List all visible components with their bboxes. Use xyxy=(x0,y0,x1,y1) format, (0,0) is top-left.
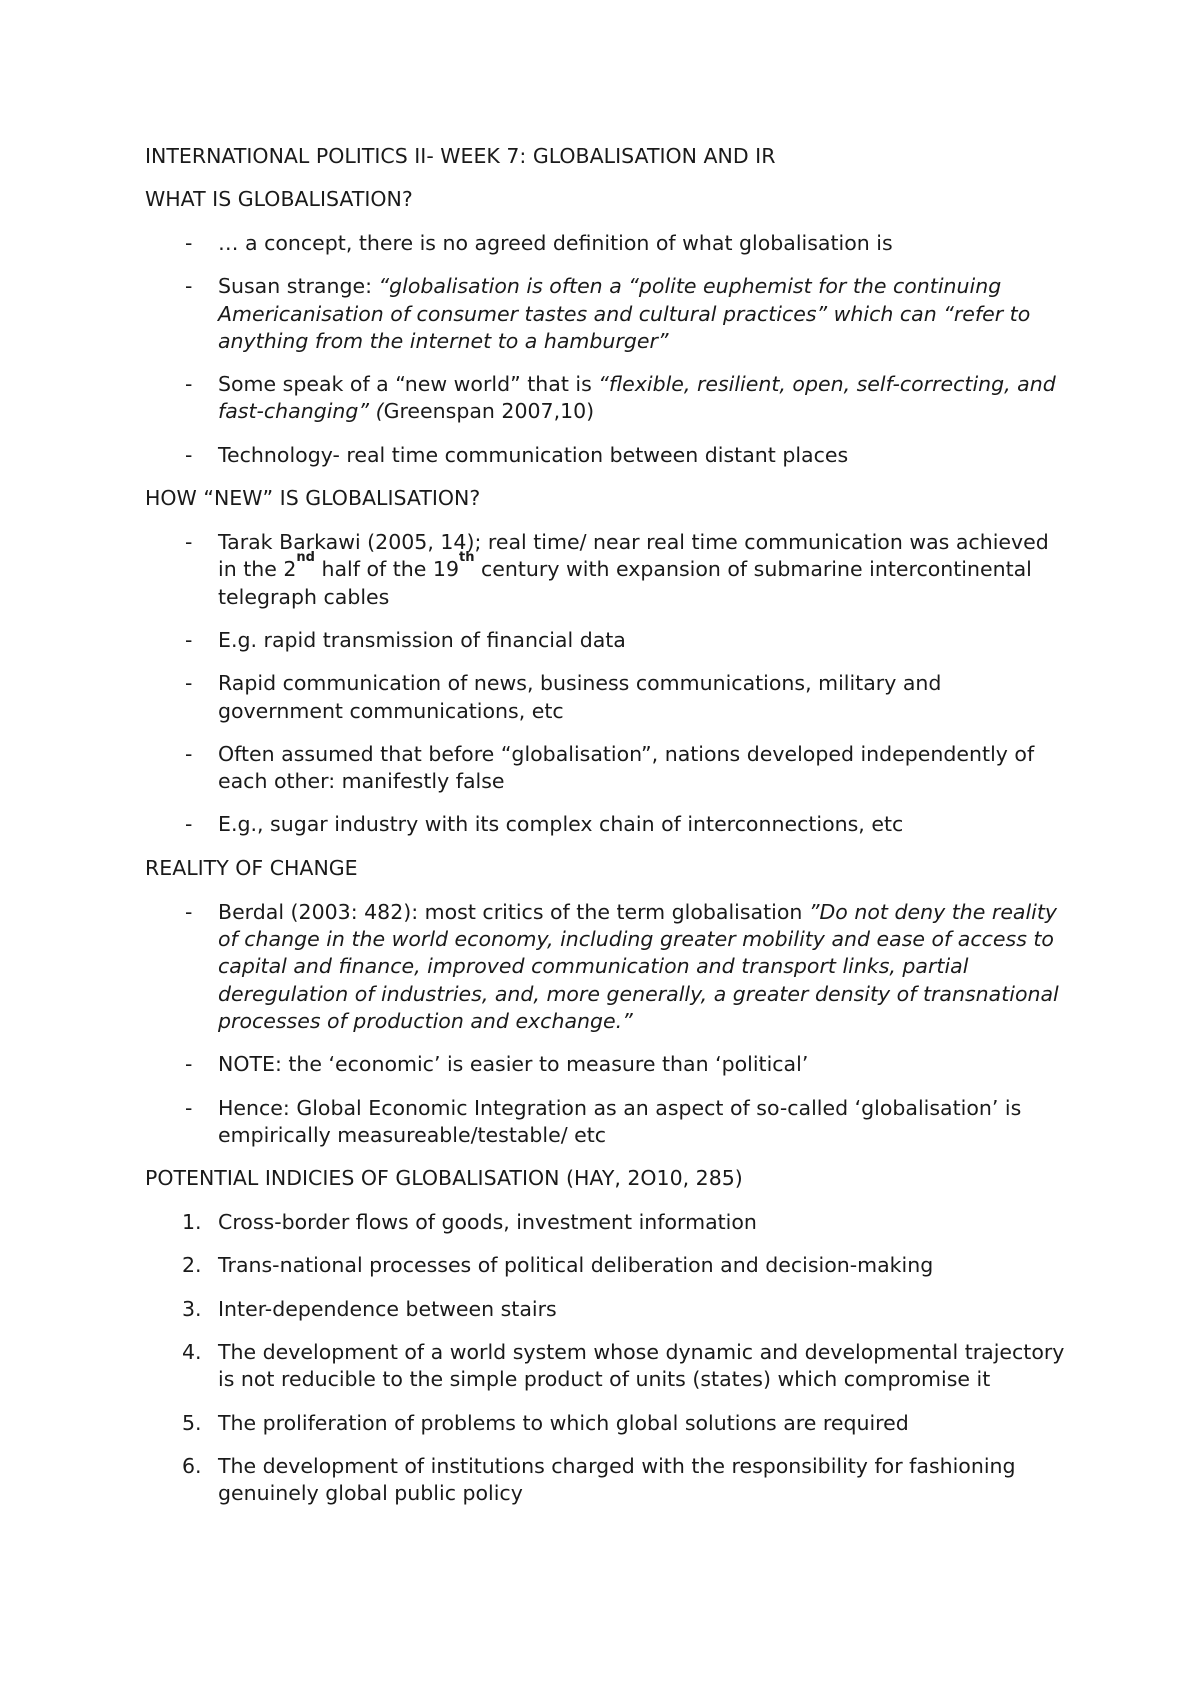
item-number: 1. xyxy=(182,1210,202,1235)
item-text: Technology- real time communication between distant places xyxy=(218,442,849,467)
item-number: 2. xyxy=(182,1253,202,1278)
item-text: E.g., sugar industry with its complex chain of interconnections, etc xyxy=(218,812,904,837)
bullet-dash: - xyxy=(185,899,193,924)
list-item xyxy=(145,442,1065,469)
list-item xyxy=(145,899,1065,1035)
bullet-dash: - xyxy=(185,530,193,555)
item-text: The development of institutions charged with the responsibility for fashioning genuinely global public policy xyxy=(218,1453,1016,1506)
item-text: NOTE: the ‘economic’ is easier to measure than ‘political’ xyxy=(218,1052,809,1077)
item-text: Tarak Barkawi (2005, 14); real time/ near real time communication was achieved in the 2 xyxy=(218,530,1049,582)
list-item xyxy=(145,741,1065,796)
item-text: Rapid communication of news, business communications, military and government communications, etc xyxy=(218,671,942,723)
bullet-dash: - xyxy=(185,1095,193,1120)
bullet-dash: - xyxy=(185,627,193,652)
item-text: The development of a world system whose dynamic and developmental trajectory is not reducible to the simple product of units (states) which compromise it xyxy=(218,1340,1065,1392)
list-item xyxy=(145,1095,1065,1150)
list-item xyxy=(145,1339,1065,1394)
section-heading-reality-of-change: REALITY OF CHANGE xyxy=(145,855,358,880)
item-quote: “flexible, resilient, open, self-correcting, and fast-changing” ( xyxy=(218,372,1056,424)
item-text: … a concept, there is no agreed definition of what globalisation is xyxy=(218,231,893,255)
superscript: th xyxy=(459,550,475,566)
what-is-globalisation-list xyxy=(145,230,1065,469)
bullet-dash: - xyxy=(185,231,193,255)
item-number: 4. xyxy=(182,1340,202,1365)
item-text: Cross-border flows of goods, investment information xyxy=(218,1210,757,1235)
item-quote: ”Do not deny the reality of change in the world economy, including greater mobility and ease of access to capital and finance, improved communication and transport links, partial deregulation of industries, and, more generally, a greater density of transnational processes of production and exchange.” xyxy=(218,899,1059,1033)
bullet-dash: - xyxy=(185,442,193,467)
list-item xyxy=(145,1051,1065,1078)
list-item xyxy=(145,1209,1065,1236)
how-new-list xyxy=(145,529,1065,839)
item-number: 3. xyxy=(182,1296,202,1321)
potential-indicies-list xyxy=(145,1209,1065,1507)
bullet-dash: - xyxy=(185,812,193,837)
item-text: Hence: Global Economic Integration as an aspect of so-called ‘globalisation’ is empirically measureable/testable/ etc xyxy=(218,1095,1022,1147)
item-text: E.g. rapid transmission of financial data xyxy=(218,627,626,652)
document-page xyxy=(145,143,1065,1524)
item-number: 6. xyxy=(182,1453,202,1478)
list-item xyxy=(145,273,1065,355)
item-text: Susan strange: xyxy=(218,274,379,299)
section-heading-what-is-globalisation: WHAT IS GLOBALISATION? xyxy=(145,187,413,211)
item-text: Berdal (2003: 482): most critics of the term globalisation xyxy=(218,899,809,924)
bullet-dash: - xyxy=(185,741,193,766)
item-citation: Greenspan 2007,10) xyxy=(383,399,595,424)
bullet-dash: - xyxy=(185,274,193,299)
list-item xyxy=(145,811,1065,838)
reality-of-change-list xyxy=(145,899,1065,1149)
item-text: Inter-dependence between stairs xyxy=(218,1296,557,1321)
list-item xyxy=(145,670,1065,725)
superscript: nd xyxy=(296,550,315,566)
item-text: Some speak of a “new world” that is xyxy=(218,372,599,397)
list-item xyxy=(145,230,1065,257)
item-text: Often assumed that before “globalisation”, nations developed independently of each other: manifestly false xyxy=(218,741,1035,794)
list-item xyxy=(145,627,1065,654)
bullet-dash: - xyxy=(185,372,193,397)
list-item xyxy=(145,1296,1065,1323)
bullet-dash: - xyxy=(185,671,193,696)
list-item xyxy=(145,1453,1065,1508)
item-quote: “globalisation is often a “polite euphemist for the continuing Americanisation of consumer tastes and cultural practices” which can “refer to anything from the internet to a hamburger” xyxy=(218,274,1031,353)
bullet-dash: - xyxy=(185,1052,193,1077)
item-text: The proliferation of problems to which global solutions are required xyxy=(218,1410,909,1435)
list-item xyxy=(145,529,1065,611)
list-item xyxy=(145,1252,1065,1279)
item-number: 5. xyxy=(182,1410,202,1435)
item-text: Trans-national processes of political deliberation and decision-making xyxy=(218,1253,934,1278)
document-title: INTERNATIONAL POLITICS II- WEEK 7: GLOBALISATION AND IR xyxy=(145,144,776,168)
list-item xyxy=(145,1410,1065,1437)
section-heading-potential-indicies: POTENTIAL INDICIES OF GLOBALISATION (HAY, 2O10, 285) xyxy=(145,1166,743,1191)
section-heading-how-new: HOW “NEW” IS GLOBALISATION? xyxy=(145,486,481,511)
item-text: century with expansion of submarine intercontinental telegraph cables xyxy=(218,557,1032,609)
item-text: half of the 19 xyxy=(314,557,460,582)
list-item xyxy=(145,371,1065,426)
